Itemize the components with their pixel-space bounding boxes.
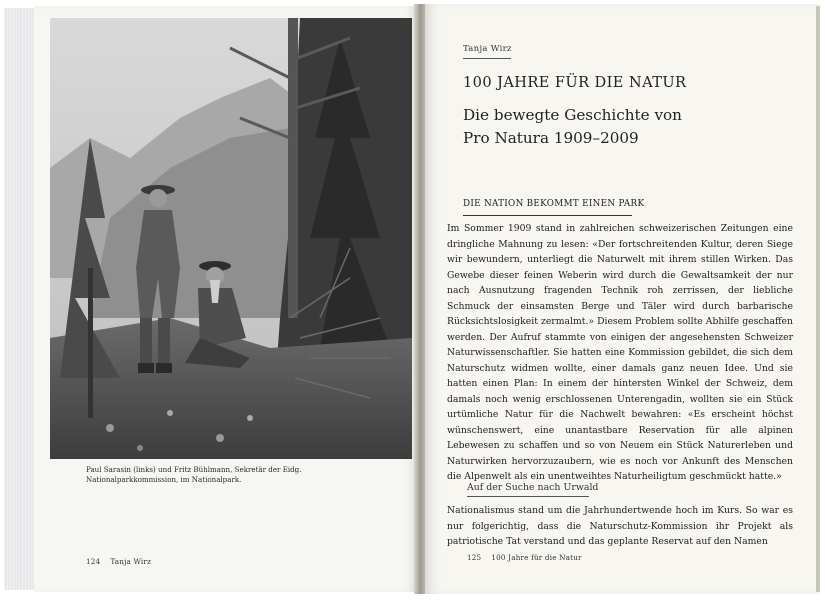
section-heading: DIE NATION BEKOMMT EINEN PARK: [463, 199, 645, 209]
right-page-number: 125: [467, 553, 482, 562]
left-running-head: Tanja Wirz: [110, 557, 152, 566]
body-text-continued: [447, 503, 793, 550]
paragraph: Im Sommer 1909 stand in zahlreichen schweizerischen Zeitungen eine dringliche Mahnung zu lesen: «Der fortschreitenden Kultur, deren Siege wir bewundern, unterliegt die Naturwelt mit ihrem stillen Wirken. Das Gewebe dieser feinen Weberin wird durch die Gewaltsamkeit der nur nach Ausnutzung fragenden Technik roh zerrissen, der liebliche Schmuck der einsamsten Berge und Täler wird durch barbarische Rücksichtslosigkeit zermalmt.» Diesem Problem sollte Abhilfe geschaffen werden. Der Aufruf stammte von einigen der angesehensten Schweizer Naturwissenschaftler. Sie hatten eine Kommission gebildet, die sich dem Naturschutz widmen wollte, einer damals ganz neuen Idee. Und sie hatten einen Plan: In einem der hintersten Winkel der Schweiz, dem damals noch wenig erschlossenen Unterengadin, wollten sie ein Stück urtümliche Natur für die Nachwelt bewahren: «Es erscheint höchst wünschenswert, eine unantastbare Reservation für alle alpinen Lebewesen zu schaffen und so von Neuem ein Stück Naturerleben und Naturwirken hervorzuzaubern, wie es noch vor Ankunft des Menschen die Alpenwelt als ein unentweihtes Naturheiligtum geschmückt hatte.»: [447, 223, 793, 482]
section-underline: [463, 215, 632, 216]
right-running-head: 100 Jahre für die Natur: [491, 553, 582, 562]
photo-caption: Paul Sarasin (links) und Fritz Bühlmann, Sekretär der Eidg. Nationalparkkommission, im Nationalpark.: [86, 465, 302, 484]
right-footer: [467, 553, 592, 562]
right-page-edge: [816, 6, 820, 592]
subheading-underline: [467, 496, 589, 497]
author-underline: [463, 58, 511, 59]
page-edges: [4, 8, 38, 590]
left-footer: [86, 557, 161, 566]
book-title: 100 JAHRE FÜR DIE NATUR: [463, 74, 687, 91]
historic-photograph: [50, 18, 412, 459]
paragraph: Nationalismus stand um die Jahrhundertwende hoch im Kurs. So war es nur folgerichtig, dass die Naturschutz-Kommission ihr Projekt als patriotische Tat verstand und das geplante Reservat auf den Namen: [447, 505, 793, 547]
subheading: Auf der Suche nach Urwald: [467, 482, 599, 493]
left-page-number: 124: [86, 557, 101, 566]
book-subtitle: Die bewegte Geschichte von Pro Natura 1909–2009: [463, 106, 682, 147]
body-text: [447, 221, 793, 485]
author-name: Tanja Wirz: [463, 44, 512, 54]
